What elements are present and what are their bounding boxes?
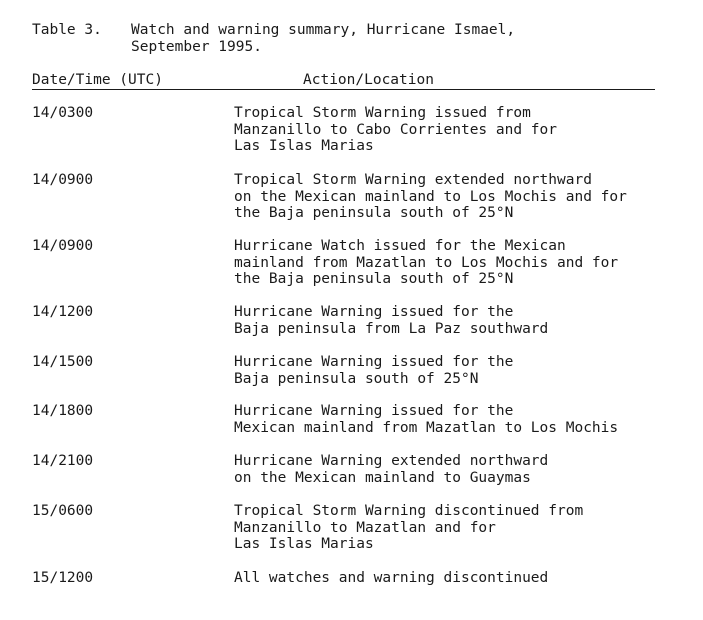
action-line: mainland from Mazatlan to Los Mochis and for	[234, 254, 619, 271]
table-header	[32, 72, 655, 90]
row-action	[234, 354, 696, 387]
action-line: Manzanillo to Cabo Corrientes and for	[234, 121, 558, 138]
row-date: 14/1800	[32, 403, 94, 419]
action-line: Manzanillo to Mazatlan and for	[234, 519, 496, 536]
row-date: 14/0300	[32, 105, 94, 121]
action-line: the Baja peninsula south of 25°N	[234, 205, 514, 222]
action-line: Hurricane Warning extended northward	[234, 453, 549, 469]
action-line: Mexican mainland from Mazatlan to Los Mochis	[234, 419, 619, 436]
action-line: the Baja peninsula south of 25°N	[234, 271, 514, 288]
action-line: Tropical Storm Warning extended northward	[234, 172, 592, 188]
action-line: Hurricane Watch issued for the Mexican	[234, 238, 566, 254]
row-action	[234, 570, 696, 587]
row-action	[234, 238, 696, 288]
row-date: 14/1200	[32, 304, 94, 320]
row-date: 15/0600	[32, 503, 94, 519]
action-line: Las Islas Marias	[234, 138, 374, 155]
table-caption	[32, 22, 515, 55]
row-action	[234, 403, 696, 436]
action-line: All watches and warning discontinued	[234, 570, 549, 586]
row-action	[234, 105, 696, 155]
row-date: 14/0900	[32, 238, 94, 254]
action-line: Baja peninsula south of 25°N	[234, 370, 479, 387]
column-header-date-time: Date/Time (UTC)	[32, 72, 163, 88]
action-line: Baja peninsula from La Paz southward	[234, 320, 549, 337]
row-date: 15/1200	[32, 570, 94, 586]
action-line: Hurricane Warning issued for the	[234, 403, 514, 419]
action-line: Tropical Storm Warning discontinued from	[234, 503, 584, 519]
action-line: Tropical Storm Warning issued from	[234, 105, 531, 121]
row-action	[234, 304, 696, 337]
action-line: on the Mexican mainland to Guaymas	[234, 469, 531, 486]
table-title-line-2: September 1995.	[131, 38, 262, 55]
action-line: Hurricane Warning issued for the	[234, 304, 514, 320]
row-action	[234, 503, 696, 553]
row-action	[234, 172, 696, 222]
row-date: 14/2100	[32, 453, 94, 469]
table-title-line-1: Watch and warning summary, Hurricane Ismael,	[131, 22, 516, 38]
action-line: Las Islas Marias	[234, 536, 374, 553]
row-date: 14/1500	[32, 354, 94, 370]
column-header-action-location: Action/Location	[303, 72, 434, 88]
action-line: Hurricane Warning issued for the	[234, 354, 514, 370]
row-date: 14/0900	[32, 172, 94, 188]
table-label: Table 3.	[32, 22, 102, 38]
action-line: on the Mexican mainland to Los Mochis and for	[234, 188, 627, 205]
row-action	[234, 453, 696, 486]
